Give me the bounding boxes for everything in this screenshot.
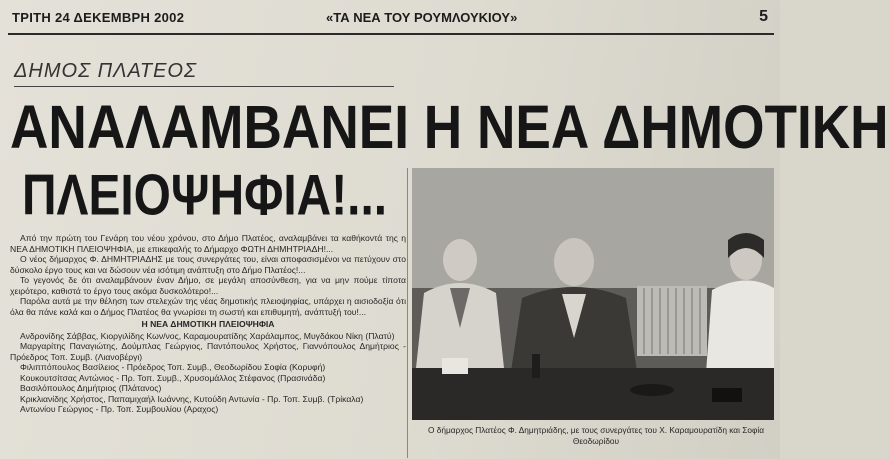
council-member-line: Αντωνίου Γεώργιος - Πρ. Τοπ. Συμβουλίου (Αραχος) [20,404,219,414]
photo-caption: Ο δήμαρχος Πλατέος Φ. Δημητριάδης, με τους συνεργάτες του Χ. Καραμουρατίδη και Σοφία Θεοδωρίδου [427,425,765,446]
photo-illustration [412,168,774,420]
council-member-line: Φιλιππόπουλος Βασίλειος - Πρόεδρος Τοπ. Συμβ., Θεοδωρίδου Σοφία (Κορυφή) [20,362,326,372]
article-paragraph: Ο νέος δήμαρχος Φ. ΔΗΜΗΤΡΙΑΔΗΣ με τους συνεργάτες του, είναι αποφασισμένοι να πετύχουν στο δύσκολο έργο τους και να δώσουν νέα ισότιμη ανάπτυξη στο Δήμο Πλατέος!... [10,254,406,275]
council-members-list [10,331,406,415]
page-number: 5 [759,8,768,25]
article-paragraph: Από την πρώτη του Γενάρη του νέου χρόνου, στο Δήμο Πλατέος, αναλαμβάνει τα καθήκοντά της η ΝΕΑ ΔΗΜΟΤΙΚΗ ΠΛΕΙΟΨΗΦΙΑ, με επικεφαλής το Δήμαρχο ΦΩΤΗ ΔΗΜΗΤΡΙΑΔΗ!... [10,233,406,254]
header-rule [8,33,774,35]
council-member-line: Ανδρονίδης Σάββας, Κιοργιλίδης Κων/νος, Καραμουρατίδης Χαράλαμπος, Μυγδάκου Νίκη (Πλατύ) [20,330,395,341]
council-member-line: Κρικλιανίδης Χρήστος, Παπαμιχαήλ Ιωάννης, Κυτούδη Αντωνία - Πρ. Τοπ. Συμβ. (Τρίκαλα) [20,393,364,404]
newspaper-name: «ΤΑ ΝΕΑ ΤΟΥ ΡΟΥΜΛΟΥΚΙΟΥ» [326,10,518,25]
column-rule [407,168,408,458]
article-photo [412,168,774,420]
section-kicker: ΔΗΜΟΣ ΠΛΑΤΕΟΣ [14,60,197,82]
council-heading: Η ΝΕΑ ΔΗΜΟΤΙΚΗ ΠΛΕΙΟΨΗΦΙΑ [141,319,275,329]
article-paragraph: Το γεγονός δε ότι αναλαμβάνουν έναν Δήμο, σε μεγάλη αποσύνθεση, για να μην πούμε τίποτα χειρότερο, καθιστά το έργο τους ακόμα δυσκολότερο!... [10,275,406,296]
headline-line-1: ΑΝΑΛΑΜΒΑΝΕΙ Η ΝΕΑ ΔΗΜΟΤΙΚΗ [10,92,889,162]
council-member-line: Βασιλόπουλος Δημήτριος (Πλάτανος) [20,383,162,393]
article-body [10,233,406,415]
kicker-rule [14,86,394,87]
council-member-line: Κουκουτσίτσας Αντώνιος - Πρ. Τοπ. Συμβ., Χρυσομάλλος Στέφανος (Πρασινάδα) [20,372,326,383]
article-paragraph: Παρόλα αυτά με την θέληση των στελεχών της νέας δημοτικής πλειοψηφίας, υπάρχει η αισιοδοξία ότι όλα θα πάνε καλά και ο Δήμος Πλατέος θα γνωρίσει τη σωστή και επιθυμητή, ανάπτυξή του!... [10,296,406,317]
issue-date: ΤΡΙΤΗ 24 ΔΕΚΕΜΒΡΗ 2002 [12,10,185,25]
headline-line-2: ΠΛΕΙΟΨΗΦΙΑ!... [22,164,388,228]
council-member-line: Μαργαρίτης Παναγιώτης, Δούμπλας Γεώργιος, Παντόπουλος Χρήστος, Γιαννόπουλος Δημήτριος - Πρόεδρος Τοπ. Συμβ. (Λιανοβέργι) [10,341,406,362]
page-header [8,6,774,30]
